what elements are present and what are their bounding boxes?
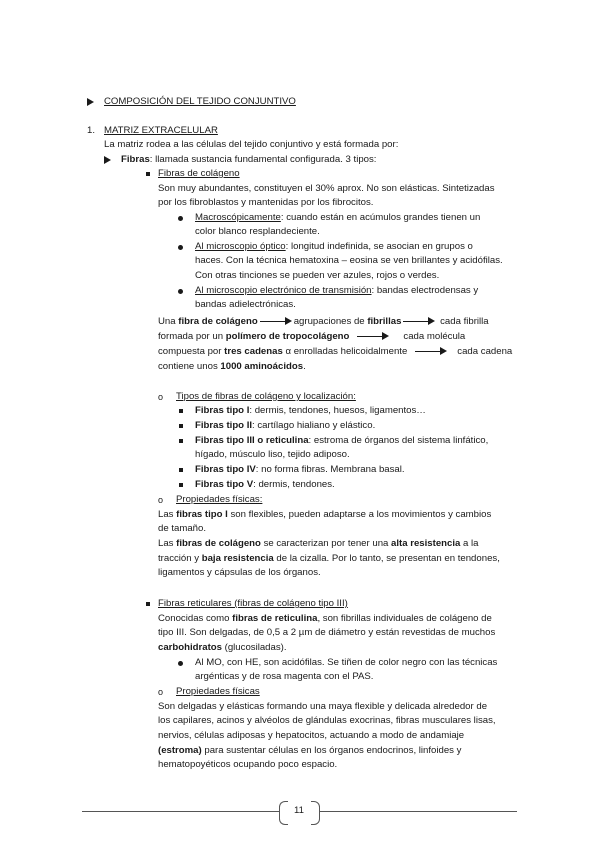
chain-line-2: formada por un polímero de tropocolágeno cada molécula: [158, 331, 466, 342]
footer-rule-left: [82, 811, 279, 812]
dot-bullet-icon: [178, 661, 183, 666]
square-bullet-icon: [179, 439, 183, 443]
section-heading: COMPOSICIÓN DEL TEJIDO CONJUNTIVO: [104, 96, 296, 107]
chain-line-3: compuesta por tres cadenas α enrolladas helicoidalmente cada cadena: [158, 346, 513, 357]
square-bullet-icon: [179, 468, 183, 472]
chain-line-1: Una fibra de colágeno agrupaciones de fibrillas cada fibrilla: [158, 316, 489, 327]
matriz-intro: La matriz rodea a las células del tejido conjuntivo y está formada por:: [104, 139, 399, 150]
fibras-label: Fibras: [121, 154, 150, 165]
square-bullet-icon: [179, 409, 183, 413]
tipo-4: Fibras tipo IV: no forma fibras. Membrana basal.: [195, 464, 405, 475]
prop1-line-1: Las fibras tipo I son flexibles, pueden adaptarse a los movimientos y cambios: [158, 509, 492, 520]
optico-text: : longitud indefinida, se asocian en grupos o: [285, 241, 473, 252]
arrow-bullet-icon: [87, 98, 94, 106]
tipos-title: Tipos de fibras de colágeno y localización:: [176, 391, 356, 402]
prop2-line-2: los capilares, acinos y alvéolos de glándulas exocrinas, fibras musculares lisas,: [158, 715, 496, 726]
right-arrow-icon: [357, 332, 389, 340]
electron-line-2: bandas adielectrónicas.: [195, 299, 296, 310]
square-bullet-icon: [179, 424, 183, 428]
electron-text: : bandas electrodensas y: [371, 285, 479, 296]
right-arrow-icon: [415, 347, 447, 355]
tipo-2: Fibras tipo II: cartílago hialiano y elástico.: [195, 420, 376, 431]
reticulares-title: Fibras reticulares (fibras de colágeno tipo III): [158, 598, 348, 609]
prop1-line-5: ligamentos y cápsulas de los órganos.: [158, 567, 321, 578]
prop2-line-4: (estroma) para sustentar células en los órganos endocrinos, linfoides y: [158, 745, 462, 756]
right-arrow-icon: [403, 317, 435, 325]
footer-bracket-left: [279, 801, 288, 825]
tipo-3-cont: hígado, músculo liso, tejido adiposo.: [195, 449, 350, 460]
square-bullet-icon: [179, 483, 183, 487]
dot-bullet-icon: [178, 245, 183, 250]
fibras-line: [121, 153, 376, 168]
ret-line-2: tipo III. Son delgadas, de 0,5 a 2 µm de diámetro y están revestidas de muchos: [158, 627, 496, 638]
optico-label: Al microscopio óptico: [195, 241, 286, 252]
macro-line-1: [195, 211, 480, 226]
dot-bullet-icon: [178, 216, 183, 221]
macro-line-2: color blanco resplandeciente.: [195, 226, 320, 237]
prop2-line-5: hematopoyéticos ocupando poco espacio.: [158, 759, 338, 770]
tipo-1: Fibras tipo I: dermis, tendones, huesos, ligamentos…: [195, 405, 426, 416]
list-number: 1.: [87, 125, 96, 136]
electron-label: Al microscopio electrónico de transmisión: [195, 285, 372, 296]
arrow-bullet-icon: [104, 156, 111, 164]
macro-label: Macroscópicamente: [195, 212, 281, 223]
square-bullet-icon: [146, 172, 150, 176]
circle-bullet-icon: o: [158, 392, 164, 402]
ret-line-3: carbohidratos (glucosiladas).: [158, 642, 287, 653]
colageno-desc-1: Son muy abundantes, constituyen el 30% aprox. No son elásticas. Sintetizadas: [158, 183, 495, 194]
ret-line-1: Conocidas como fibras de reticulina, son fibrillas individuales de colágeno de: [158, 613, 492, 624]
dot-bullet-icon: [178, 289, 183, 294]
macro-text: : cuando están en acúmulos grandes tienen un: [280, 212, 481, 223]
optico-line-2: haces. Con la técnica hematoxina – eosina se ven brillantes y acidófilas.: [195, 255, 503, 266]
prop1-line-3: Las fibras de colágeno se caracterizan por tener una alta resistencia a la: [158, 538, 479, 549]
fibras-text: : llamada sustancia fundamental configurada. 3 tipos:: [149, 154, 377, 165]
tipo-3: Fibras tipo III o reticulina: estroma de órganos del sistema linfático,: [195, 435, 489, 446]
prop1-line-2: de tamaño.: [158, 523, 207, 534]
right-arrow-icon: [260, 317, 292, 325]
circle-bullet-icon: o: [158, 495, 164, 505]
prop2-line-1: Son delgadas y elásticas formando una maya flexible y delicada alrededor de: [158, 701, 488, 712]
prop2-line-3: nervios, células adiposas y hepatocitos, actuando a modo de andamiaje: [158, 730, 465, 741]
colageno-title: Fibras de colágeno: [158, 168, 240, 179]
square-bullet-icon: [146, 602, 150, 606]
optico-line-3: Con otras tinciones se pueden ver azules, rojos o verdes.: [195, 270, 440, 281]
page-number: 11: [294, 805, 304, 816]
mo-line-2: argénticas y de rosa magenta con el PAS.: [195, 671, 374, 682]
propiedades-title-1: Propiedades físicas:: [176, 494, 263, 505]
colageno-desc-2: por los fibroblastos y mantenidas por los fibrocitos.: [158, 197, 374, 208]
prop1-line-4: tracción y baja resistencia de la cizalla. Por lo tanto, se presentan en tendones,: [158, 553, 500, 564]
propiedades-title-2: Propiedades físicas: [176, 686, 260, 697]
tipo-5: Fibras tipo V: dermis, tendones.: [195, 479, 335, 490]
mo-line-1: Al MO, con HE, son acidófilas. Se tiñen de color negro con las técnicas: [195, 657, 498, 668]
optico-line-1: [195, 240, 473, 255]
footer-rule-right: [319, 811, 517, 812]
footer-bracket-right: [311, 801, 320, 825]
electron-line-1: [195, 284, 478, 299]
matriz-title: MATRIZ EXTRACELULAR: [104, 125, 218, 136]
circle-bullet-icon: o: [158, 687, 164, 697]
chain-line-4: contiene unos 1000 aminoácidos.: [158, 361, 306, 372]
